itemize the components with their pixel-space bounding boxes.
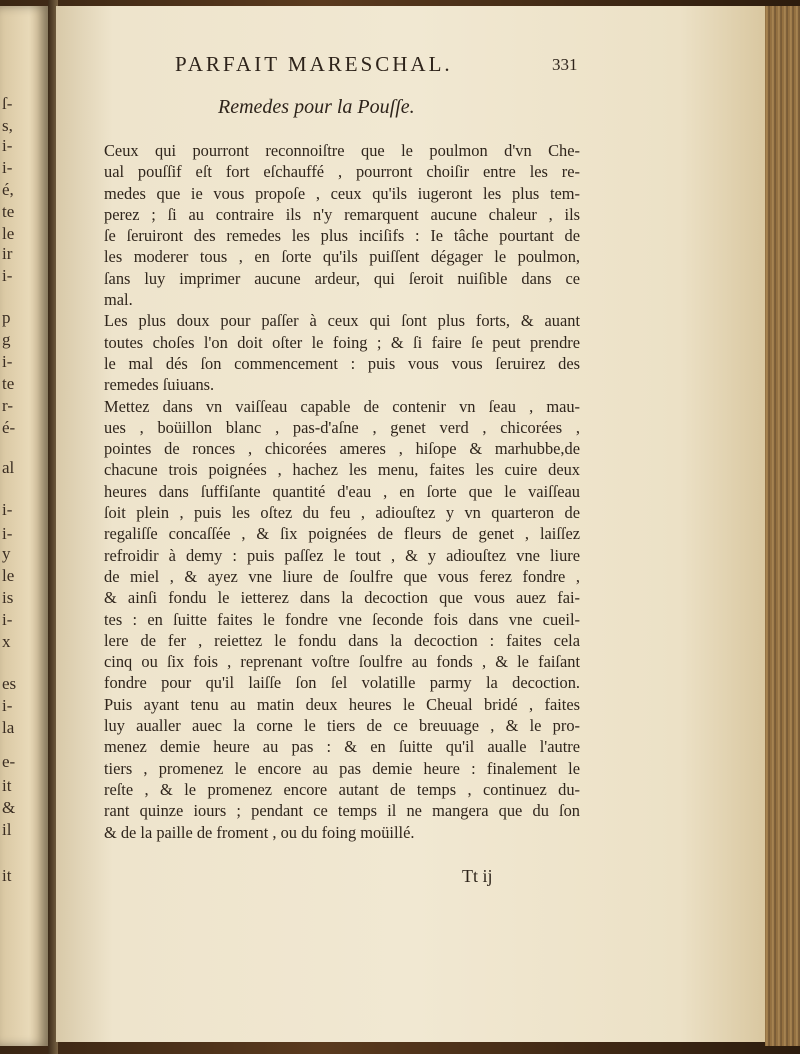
text-line: Puis ayant tenu au matin deux heures le Cheual bridé , faites	[104, 694, 580, 714]
left-page-fragment: x	[2, 632, 11, 651]
left-page-fragment: i-	[2, 266, 13, 285]
text-line: reſte , & le promenez encore autant de temps , continuez du-	[104, 779, 580, 799]
paragraph	[104, 396, 580, 843]
left-page-fragment: il	[2, 820, 12, 839]
text-line: Ceux qui pourront reconnoiſtre que le poulmon d'vn Che-	[104, 141, 580, 160]
signature-mark: Tt ij	[462, 866, 493, 886]
text-line: luy aualler auec la corne le tiers de ce breuuage , & le pro-	[104, 716, 580, 736]
left-page-fragment: al	[2, 458, 15, 477]
left-page-fragment: g	[2, 330, 11, 349]
left-page-fragment: te	[2, 202, 15, 221]
left-page-fragment: i-	[2, 500, 13, 519]
text-line: les moderer tous , en ſorte qu'ils puiſſent dégager le poulmon,	[104, 247, 580, 267]
text-line: perez ; ſi au contraire ils n'y remarquent aucune chaleur , ils	[104, 204, 580, 224]
left-page-fragment: it	[2, 776, 12, 795]
text-line: refroidir à demy : puis paſſez le tout , & y adiouſtez vne liure	[104, 545, 580, 565]
text-line: ues , boüillon blanc , pas-d'aſne , genet verd , chicorées ,	[104, 417, 580, 437]
left-page-edge	[0, 6, 48, 1046]
text-line: & de la paille de froment , ou du foing moüillé.	[104, 822, 415, 842]
text-line: medes que ie vous propoſe , ceux qu'ils iugeront les plus tem-	[104, 183, 580, 203]
text-line: Les plus doux pour paſſer à ceux qui ſont plus forts, & auant	[104, 311, 580, 331]
text-line: regaliſſe concaſſée , & ſix poignées de fleurs de genet , laiſſez	[104, 524, 580, 544]
body-text	[104, 140, 580, 843]
left-page-fragment: ſ-	[2, 94, 13, 113]
text-line: rant quinze iours ; pendant ce temps il ne mangera que du ſon	[104, 801, 580, 821]
page-number: 331	[552, 55, 578, 74]
left-page-fragment: es	[2, 674, 17, 693]
running-head: PARFAIT MARESCHAL.	[175, 52, 453, 76]
left-page-fragment: é,	[2, 180, 14, 199]
left-page-fragment: e-	[2, 752, 16, 771]
left-page-fragment: s,	[2, 116, 13, 135]
text-line: cinq ou ſix fois , reprenant voſtre ſoulfre au fonds , & le faiſant	[104, 652, 580, 672]
left-page-fragment: i-	[2, 610, 13, 629]
text-line: ſans luy imprimer aucune ardeur, qui ſeroit nuiſible dans ce	[104, 268, 580, 288]
left-page-fragment: le	[2, 224, 15, 243]
text-line: chacune trois poignées , hachez les menu, faites les cuire deux	[104, 460, 580, 480]
paragraph	[104, 140, 580, 310]
left-page-fragment: i-	[2, 524, 13, 543]
section-title: Remedes pour la Pouſſe.	[218, 96, 415, 118]
left-page-fragment: i-	[2, 352, 13, 371]
text-line: tiers , promenez le encore au pas demie heure : finalement le	[104, 758, 580, 778]
text-line: & ainſi fondu le ietterez dans la decoction que vous auez fai-	[104, 588, 580, 608]
text-line: pointes de ronces , chicorées ameres , hiſope & marhubbe,de	[104, 439, 580, 459]
text-line: toutes choſes l'on doit oſter le foing ; & ſi faire ſe peut prendre	[104, 332, 580, 352]
left-page-text-fragments	[2, 6, 42, 1046]
left-page-fragment: ir	[2, 244, 13, 263]
text-line: ſe ſeruiront des remedes les plus inciſifs : Ie tâche pourtant de	[104, 226, 580, 246]
left-page-fragment: it	[2, 866, 12, 885]
text-line: le mal dés ſon commencement : puis vous vous ſeruirez des	[104, 353, 580, 373]
text-line: ſoit plein , puis les oſtez du feu , adiouſtez y vn quarteron de	[104, 503, 580, 523]
left-page-fragment: p	[2, 308, 11, 327]
text-line: remedes ſuiuans.	[104, 375, 215, 395]
page-block-edge	[765, 6, 800, 1046]
text-line: lere de fer , reiettez le fondu dans la decoction : faites cela	[104, 630, 580, 650]
left-page-fragment: is	[2, 588, 14, 607]
left-page-fragment: r-	[2, 396, 13, 415]
text-line: Mettez dans vn vaiſſeau capable de contenir vn ſeau , mau-	[104, 396, 580, 416]
text-line: ual pouſſif eſt fort eſchauffé , pourront choiſir entre les re-	[104, 162, 580, 182]
left-page-fragment: i-	[2, 136, 13, 155]
left-page-fragment: le	[2, 566, 15, 585]
left-page-fragment: y	[2, 544, 11, 563]
left-page-fragment: te	[2, 374, 15, 393]
text-line: tes : en ſuitte faites le fondre vne ſeconde fois dans vne cueil-	[104, 609, 580, 629]
left-page-fragment: é-	[2, 418, 16, 437]
left-page-fragment: i-	[2, 158, 13, 177]
text-line: fondre pour qu'il laiſſe ſon ſel volatille parmy la decoction.	[104, 673, 580, 693]
left-page-fragment: &	[2, 798, 16, 817]
text-line: de miel , & ayez vne liure de ſoulfre que vous ferez fondre ,	[104, 566, 580, 586]
text-line: menez demie heure au pas : & en ſuitte qu'il aualle l'autre	[104, 737, 580, 757]
paragraph	[104, 310, 580, 395]
left-page-fragment: i-	[2, 696, 13, 715]
text-line: heures dans ſuffiſante quantité d'eau , en ſorte que le vaiſſeau	[104, 481, 580, 501]
text-line: mal.	[104, 290, 133, 310]
left-page-fragment: la	[2, 718, 15, 737]
